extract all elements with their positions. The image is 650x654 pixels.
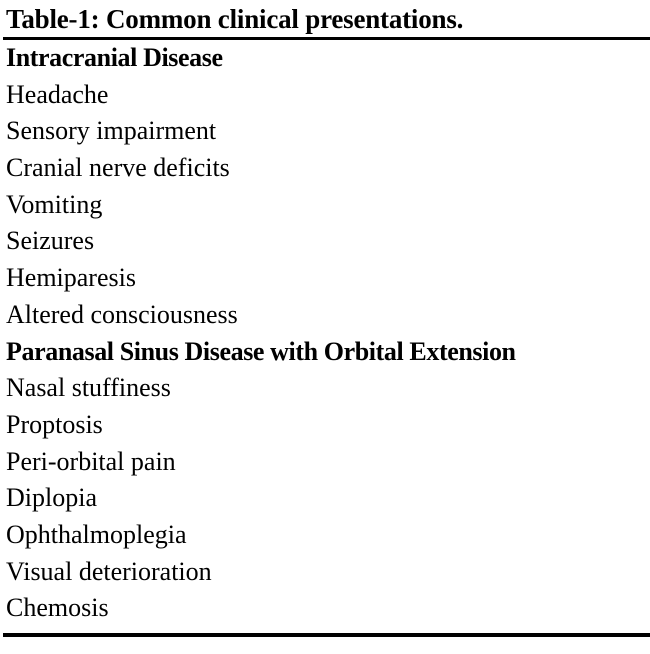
section-heading-paranasal: Paranasal Sinus Disease with Orbital Extension [6, 336, 516, 366]
section-heading-intracranial: Intracranial Disease [6, 43, 223, 72]
table-row: Seizures [6, 226, 95, 256]
table-row: Ophthalmoplegia [6, 519, 187, 549]
table-row: Visual deterioration [6, 556, 212, 586]
table-body [6, 40, 646, 627]
table-row: Hemiparesis [6, 263, 136, 293]
table-row: Vomiting [6, 189, 103, 219]
table-caption: Table-1: Common clinical presentations. [6, 4, 464, 34]
table-row: Sensory impairment [6, 116, 217, 146]
table-row: Altered consciousness [6, 299, 238, 329]
table-row: Chemosis [6, 593, 109, 623]
table-row: Proptosis [6, 409, 103, 439]
table-row: Diplopia [6, 483, 97, 513]
table-row: Peri-orbital pain [6, 446, 176, 476]
table-row: Cranial nerve deficits [6, 153, 230, 183]
table-bottom-rule [3, 633, 650, 637]
table-row: Nasal stuffiness [6, 373, 171, 403]
table-row: Headache [6, 79, 109, 109]
